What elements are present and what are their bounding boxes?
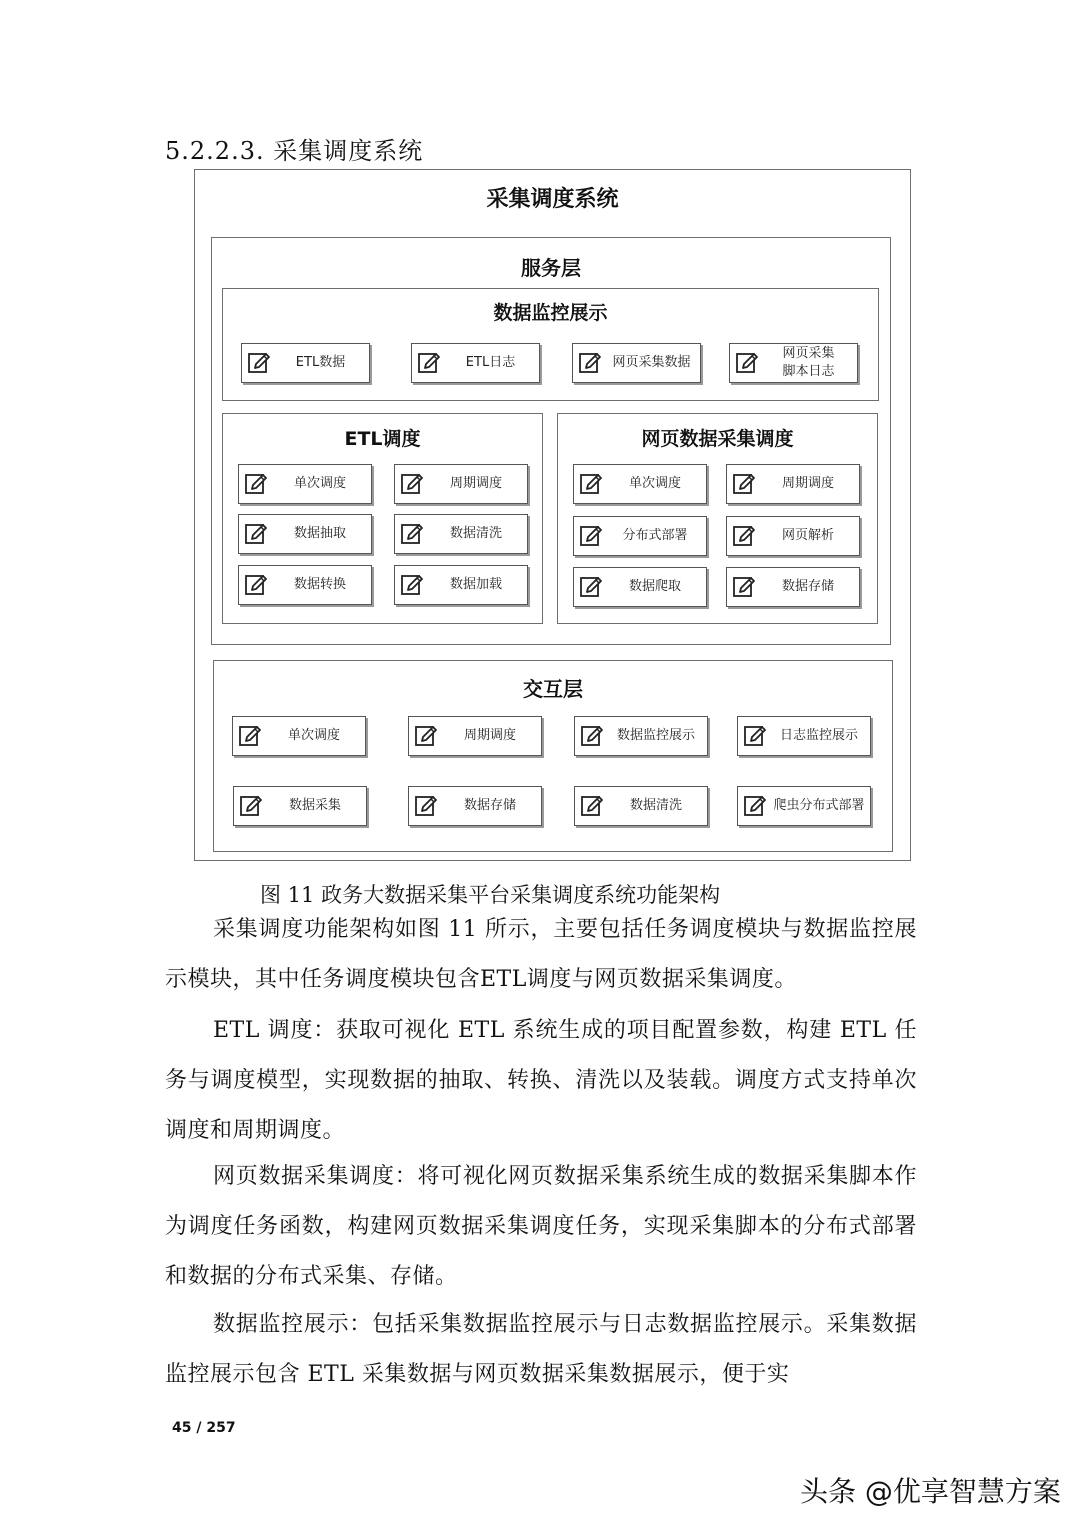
etl-tile <box>394 464 528 504</box>
edit-icon <box>416 350 442 376</box>
web-tile <box>726 567 860 607</box>
body-paragraph: 数据监控展示：包括采集数据监控展示与日志数据监控展示。采集数据监控展示包含 ETL 采集数据与网页数据采集数据展示，便于实 <box>165 1312 917 1387</box>
interaction-tile <box>574 716 708 756</box>
tile-label: 数据存储 <box>781 579 834 594</box>
edit-icon <box>413 793 439 819</box>
edit-icon <box>734 350 760 376</box>
edit-icon <box>731 574 757 600</box>
tile-label: ETL数据 <box>295 355 346 370</box>
etl-tile <box>394 514 528 554</box>
monitor-title: 数据监控展示 <box>493 302 608 324</box>
section-heading: 5.2.2.3. 采集调度系统 <box>165 137 424 165</box>
etl-tile <box>238 565 372 605</box>
tile-label: 网页采集数据 <box>612 355 691 370</box>
page-number: 45 / 257 <box>172 1420 236 1436</box>
edit-icon <box>742 723 768 749</box>
edit-icon <box>578 574 604 600</box>
edit-icon <box>243 471 269 497</box>
monitor-tile <box>729 343 858 383</box>
interaction-tile <box>408 716 542 756</box>
edit-icon <box>413 723 439 749</box>
interaction-layer-title: 交互层 <box>523 677 583 701</box>
interaction-tile <box>408 786 542 826</box>
edit-icon <box>243 572 269 598</box>
tile-label: 单次调度 <box>293 476 346 491</box>
edit-icon <box>237 723 263 749</box>
body-paragraph: ETL 调度：获取可视化 ETL 系统生成的项目配置参数，构建 ETL 任务与调度模型，实现数据的抽取、转换、清洗以及装载。调度方式支持单次调度和周期调度。 <box>165 1018 917 1143</box>
edit-icon <box>399 471 425 497</box>
edit-icon <box>742 793 768 819</box>
body-paragraph: 网页数据采集调度：将可视化网页数据采集系统生成的数据采集脚本作为调度任务函数，构建网页数据采集调度任务，实现采集脚本的分布式部署和数据的分布式采集、存储。 <box>165 1164 917 1289</box>
interaction-tile <box>737 786 871 826</box>
tile-label: 周期调度 <box>463 728 516 743</box>
tile-label: 数据存储 <box>463 798 516 813</box>
edit-icon <box>243 521 269 547</box>
tile-label: 数据爬取 <box>628 579 681 594</box>
tile-label: 数据清洗 <box>449 526 502 541</box>
edit-icon <box>238 793 264 819</box>
etl-tile <box>238 514 372 554</box>
edit-icon <box>399 521 425 547</box>
edit-icon <box>577 350 603 376</box>
figure-caption: 图 11 政务大数据采集平台采集调度系统功能架构 <box>260 883 721 907</box>
monitor-tile <box>241 343 370 383</box>
tile-label: 网页解析 <box>781 528 834 543</box>
etl-tile <box>394 565 528 605</box>
tile-label: 周期调度 <box>449 476 502 491</box>
web-tile <box>726 464 860 504</box>
interaction-tile <box>574 786 708 826</box>
tile-label: 数据采集 <box>288 798 341 813</box>
web-tile <box>573 567 707 607</box>
tile-label: 数据抽取 <box>293 526 346 541</box>
tile-label: 分布式部署 <box>622 528 688 543</box>
tile-label: 数据加载 <box>449 577 502 592</box>
tile-label: 单次调度 <box>628 476 681 491</box>
tile-label: 网页采集 脚本日志 <box>782 346 835 379</box>
interaction-tile <box>233 786 367 826</box>
web-tile <box>726 516 860 556</box>
edit-icon <box>578 471 604 497</box>
tile-label: 数据转换 <box>293 577 346 592</box>
edit-icon <box>246 350 272 376</box>
monitor-tile <box>572 343 701 383</box>
tile-label: 单次调度 <box>287 728 340 743</box>
interaction-tile <box>232 716 366 756</box>
tile-label: 数据监控展示 <box>616 728 695 743</box>
monitor-tile <box>411 343 540 383</box>
web-tile <box>573 516 707 556</box>
body-paragraph: 采集调度功能架构如图 11 所示，主要包括任务调度模块与数据监控展示模块，其中任务调度模块包含ETL调度与网页数据采集调度。 <box>165 917 917 992</box>
service-layer-title: 服务层 <box>521 256 581 280</box>
tile-label: 日志监控展示 <box>779 728 858 743</box>
edit-icon <box>579 723 605 749</box>
edit-icon <box>578 523 604 549</box>
tile-label: ETL日志 <box>465 355 516 370</box>
edit-icon <box>731 471 757 497</box>
web-tile <box>573 464 707 504</box>
edit-icon <box>399 572 425 598</box>
tile-label: 周期调度 <box>781 476 834 491</box>
tile-label: 数据清洗 <box>629 798 682 813</box>
edit-icon <box>579 793 605 819</box>
watermark-text: 头条 @优享智慧方案 <box>800 1475 1061 1508</box>
web-title: 网页数据采集调度 <box>641 428 794 450</box>
edit-icon <box>731 523 757 549</box>
interaction-tile <box>737 716 871 756</box>
tile-label: 爬虫分布式部署 <box>773 798 865 813</box>
etl-tile <box>238 464 372 504</box>
etl-title: ETL调度 <box>344 428 421 450</box>
diagram-title: 采集调度系统 <box>486 187 619 212</box>
